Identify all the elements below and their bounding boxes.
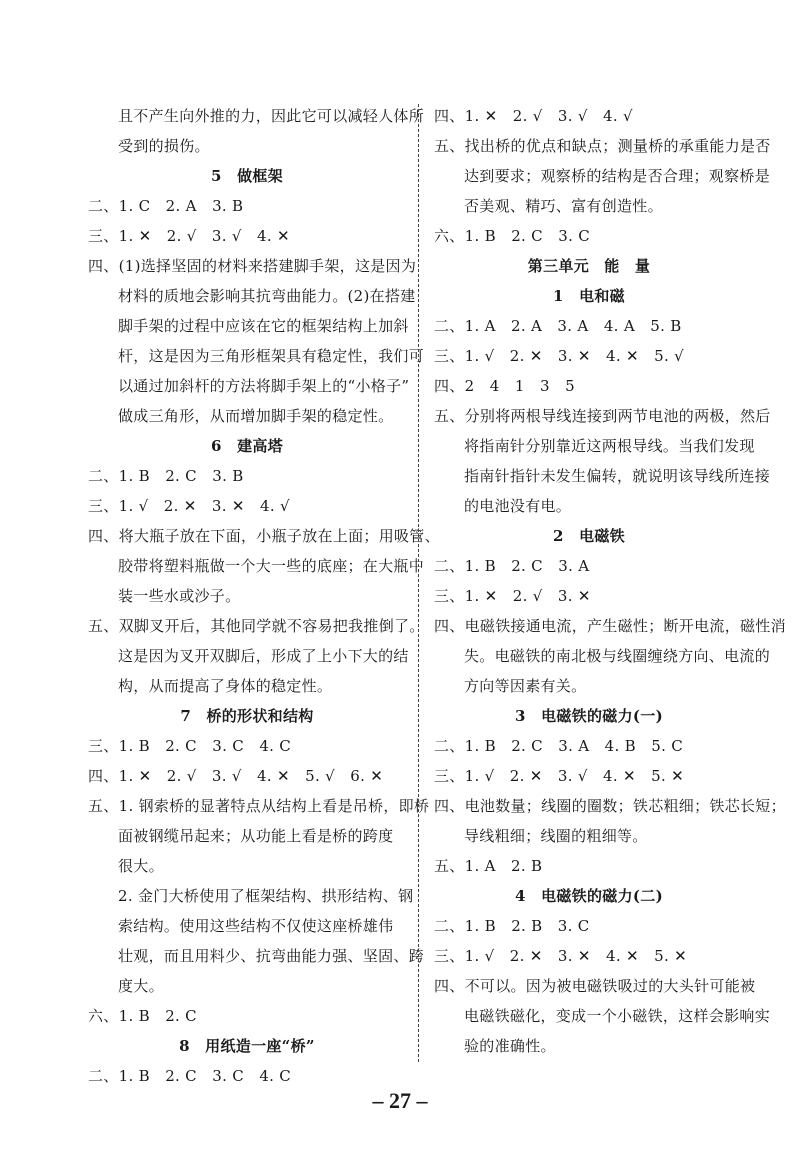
answer-line: 二、1. B 2. C 3. A <box>434 557 590 575</box>
answer-line: 达到要求；观察桥的结构是否合理；观察桥是 <box>464 167 771 185</box>
answer-line: 二、1. B 2. B 3. C <box>434 917 590 935</box>
answer-line: 失。电磁铁的南北极与线圈缠绕方向、电流的 <box>464 647 771 665</box>
answer-line: 将指南针分别靠近这两根导线。当我们发现 <box>464 437 755 455</box>
section-heading: 4 电磁铁的磁力(二) <box>515 887 663 905</box>
answer-line: 构，从而提高了身体的稳定性。 <box>118 677 333 695</box>
section-heading: 第三单元 能 量 <box>527 257 651 275</box>
page-number: – 27 – <box>372 1088 428 1113</box>
section-heading: 2 电磁铁 <box>553 527 625 545</box>
answer-line: 五、找出桥的优点和缺点；测量桥的承重能力是否 <box>434 137 771 155</box>
answer-line: 且不产生向外推的力，因此它可以减轻人体所 <box>118 107 425 125</box>
answer-line: 五、分别将两根导线连接到两节电池的两极，然后 <box>434 407 771 425</box>
answer-line: 指南针指针未发生偏转，就说明该导线所连接 <box>464 467 771 485</box>
answer-line: 二、1. A 2. A 3. A 4. A 5. B <box>434 317 682 335</box>
section-heading: 3 电磁铁的磁力(一) <box>515 707 663 725</box>
answer-line: 四、(1)选择坚固的材料来搭建脚手架，这是因为 <box>88 257 417 275</box>
answer-line: 四、电磁铁接通电流，产生磁性；断开电流，磁性消 <box>434 617 786 635</box>
section-heading: 1 电和磁 <box>553 287 625 305</box>
answer-line: 三、1. √ 2. ✕ 3. √ 4. ✕ 5. ✕ <box>434 767 685 785</box>
answer-line: 五、1. A 2. B <box>434 857 543 875</box>
answer-line: 二、1. B 2. C 3. A 4. B 5. C <box>434 737 684 755</box>
section-heading: 5 做框架 <box>211 167 283 185</box>
answer-line: 四、1. ✕ 2. √ 3. √ 4. ✕ 5. √ 6. ✕ <box>88 767 384 785</box>
answer-line: 度大。 <box>118 977 164 995</box>
answer-line: 五、双脚叉开后，其他同学就不容易把我推倒了。 <box>88 617 425 635</box>
answer-line: 很大。 <box>118 857 164 875</box>
column-divider <box>418 104 419 1062</box>
section-heading: 6 建高塔 <box>211 437 283 455</box>
answer-line: 二、1. C 2. A 3. B <box>88 197 244 215</box>
answer-line: 受到的损伤。 <box>118 137 210 155</box>
right-column <box>434 101 786 1061</box>
answer-line: 三、1. √ 2. ✕ 3. ✕ 4. ✕ 5. √ <box>434 347 685 365</box>
answer-line: 四、电池数量；线圈的圈数；铁芯粗细；铁芯长短； <box>434 797 786 815</box>
answer-line: 六、1. B 2. C <box>88 1007 197 1025</box>
answer-line: 验的准确性。 <box>464 1037 556 1055</box>
answer-line: 三、1. ✕ 2. √ 3. ✕ <box>434 587 591 605</box>
answer-line: 三、1. √ 2. ✕ 3. ✕ 4. √ <box>88 497 290 515</box>
left-column <box>88 101 440 1091</box>
answer-line: 方向等因素有关。 <box>464 677 587 695</box>
answer-line: 2. 金门大桥使用了框架结构、拱形结构、钢 <box>118 887 414 905</box>
answer-line: 电磁铁磁化，变成一个小磁铁，这样会影响实 <box>464 1007 771 1025</box>
answer-line: 面被钢缆吊起来；从功能上看是桥的跨度 <box>118 827 394 845</box>
answer-line: 以通过加斜杆的方法将脚手架上的“小格子” <box>118 377 410 395</box>
answer-line: 五、1. 钢索桥的显著特点从结构上看是吊桥，即桥 <box>88 797 430 815</box>
answer-line: 否美观、精巧、富有创造性。 <box>464 197 663 215</box>
answer-line: 六、1. B 2. C 3. C <box>434 227 591 245</box>
answer-line: 壮观，而且用料少、抗弯曲能力强、坚固、跨 <box>118 947 425 965</box>
answer-line: 材料的质地会影响其抗弯曲能力。(2)在搭建 <box>118 287 416 305</box>
answer-line: 四、将大瓶子放在下面，小瓶子放在上面；用吸管、 <box>88 527 440 545</box>
answer-line: 导线粗细；线圈的粗细等。 <box>464 827 648 845</box>
section-heading: 7 桥的形状和结构 <box>180 707 314 725</box>
answer-line: 四、1. ✕ 2. √ 3. √ 4. √ <box>434 107 633 125</box>
answer-line: 三、1. B 2. C 3. C 4. C <box>88 737 292 755</box>
answer-line: 四、2 4 1 3 5 <box>434 377 576 395</box>
answer-line: 索结构。使用这些结构不仅使这座桥雄伟 <box>118 917 394 935</box>
answer-line: 杆，这是因为三角形框架具有稳定性，我们可 <box>118 347 425 365</box>
section-heading: 8 用纸造一座“桥” <box>179 1037 315 1055</box>
answer-line: 三、1. √ 2. ✕ 3. ✕ 4. ✕ 5. ✕ <box>434 947 688 965</box>
answer-line: 二、1. B 2. C 3. B <box>88 467 244 485</box>
answer-line: 的电池没有电。 <box>464 497 572 515</box>
answer-line: 二、1. B 2. C 3. C 4. C <box>88 1067 292 1085</box>
answer-line: 四、不可以。因为被电磁铁吸过的大头针可能被 <box>434 977 756 995</box>
answer-line: 做成三角形，从而增加脚手架的稳定性。 <box>118 407 394 425</box>
answer-line: 三、1. ✕ 2. √ 3. √ 4. ✕ <box>88 227 290 245</box>
answer-line: 这是因为叉开双脚后，形成了上小下大的结 <box>118 647 409 665</box>
answer-line: 脚手架的过程中应该在它的框架结构上加斜 <box>118 317 409 335</box>
answer-line: 装一些水或沙子。 <box>118 587 241 605</box>
answer-line: 胶带将塑料瓶做一个大一些的底座；在大瓶中 <box>118 557 425 575</box>
